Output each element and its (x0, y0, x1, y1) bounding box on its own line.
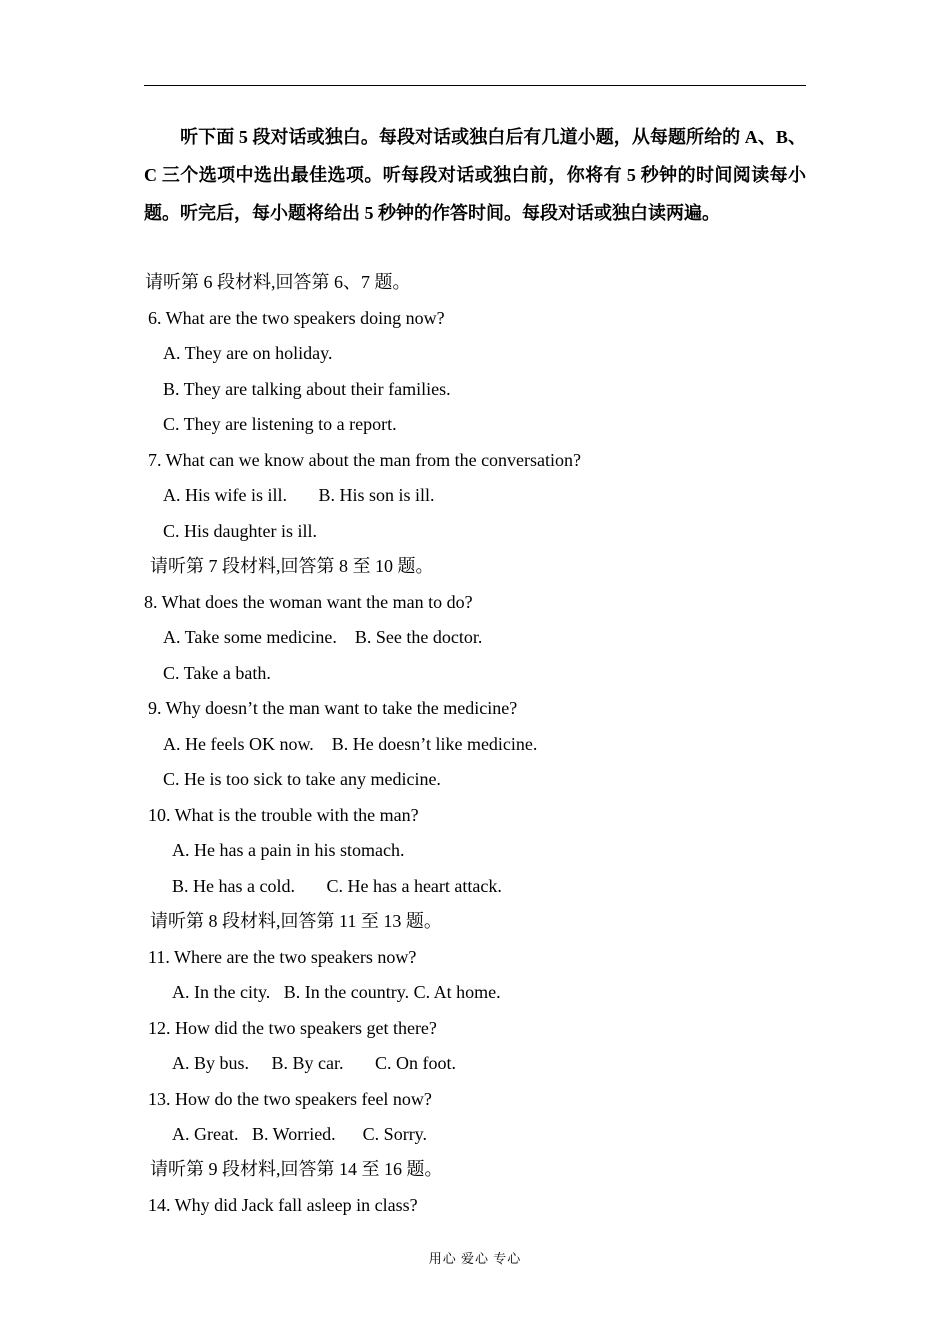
question-6: 6. What are the two speakers doing now? (148, 308, 445, 328)
options-10bc: B. He has a cold. C. He has a heart attack. (172, 876, 502, 896)
question-10: 10. What is the trouble with the man? (148, 805, 419, 825)
options-13: A. Great. B. Worried. C. Sorry. (172, 1124, 428, 1144)
section-heading-9: 请听第 9 段材料,回答第 14 至 16 题。 (150, 1159, 443, 1179)
option-10a: A. He has a pain in his stomach. (172, 840, 405, 860)
option-7c: C. His daughter is ill. (163, 521, 317, 541)
header-rule (144, 85, 806, 86)
page-footer: 用心 爱心 专心 (428, 1251, 522, 1266)
section-instructions (144, 118, 806, 232)
instructions-text: 听下面 5 段对话或独白。每段对话或独白后有几道小题，从每题所给的 A、B、C 三个选项中选出最佳选项。听每段对话或独白前，你将有 5 秒钟的时间阅读每小题。听完后，每小题将给出 5 秒钟的作答时间。每段对话或独白读两遍。 (144, 127, 806, 223)
question-11: 11. Where are the two speakers now? (148, 947, 417, 967)
section-heading-7: 请听第 7 段材料,回答第 8 至 10 题。 (150, 556, 434, 576)
options-12: A. By bus. B. By car. C. On foot. (172, 1053, 457, 1073)
question-9: 9. Why doesn’t the man want to take the medicine? (148, 698, 518, 718)
question-8: 8. What does the woman want the man to do? (144, 592, 473, 612)
option-6c: C. They are listening to a report. (163, 414, 397, 434)
options-7ab: A. His wife is ill. B. His son is ill. (163, 485, 435, 505)
options-9ab: A. He feels OK now. B. He doesn’t like medicine. (163, 734, 538, 754)
section-heading-8: 请听第 8 段材料,回答第 11 至 13 题。 (150, 911, 442, 931)
question-12: 12. How did the two speakers get there? (148, 1018, 437, 1038)
question-7: 7. What can we know about the man from the conversation? (148, 450, 582, 470)
option-9c: C. He is too sick to take any medicine. (163, 769, 441, 789)
section-heading-6: 请听第 6 段材料,回答第 6、7 题。 (145, 272, 411, 292)
option-8c: C. Take a bath. (163, 663, 271, 683)
option-6a: A. They are on holiday. (163, 343, 333, 363)
options-11: A. In the city. B. In the country. C. At home. (172, 982, 501, 1002)
options-8ab: A. Take some medicine. B. See the doctor. (163, 627, 483, 647)
question-14: 14. Why did Jack fall asleep in class? (148, 1195, 418, 1215)
question-13: 13. How do the two speakers feel now? (148, 1089, 432, 1109)
option-6b: B. They are talking about their families. (163, 379, 451, 399)
